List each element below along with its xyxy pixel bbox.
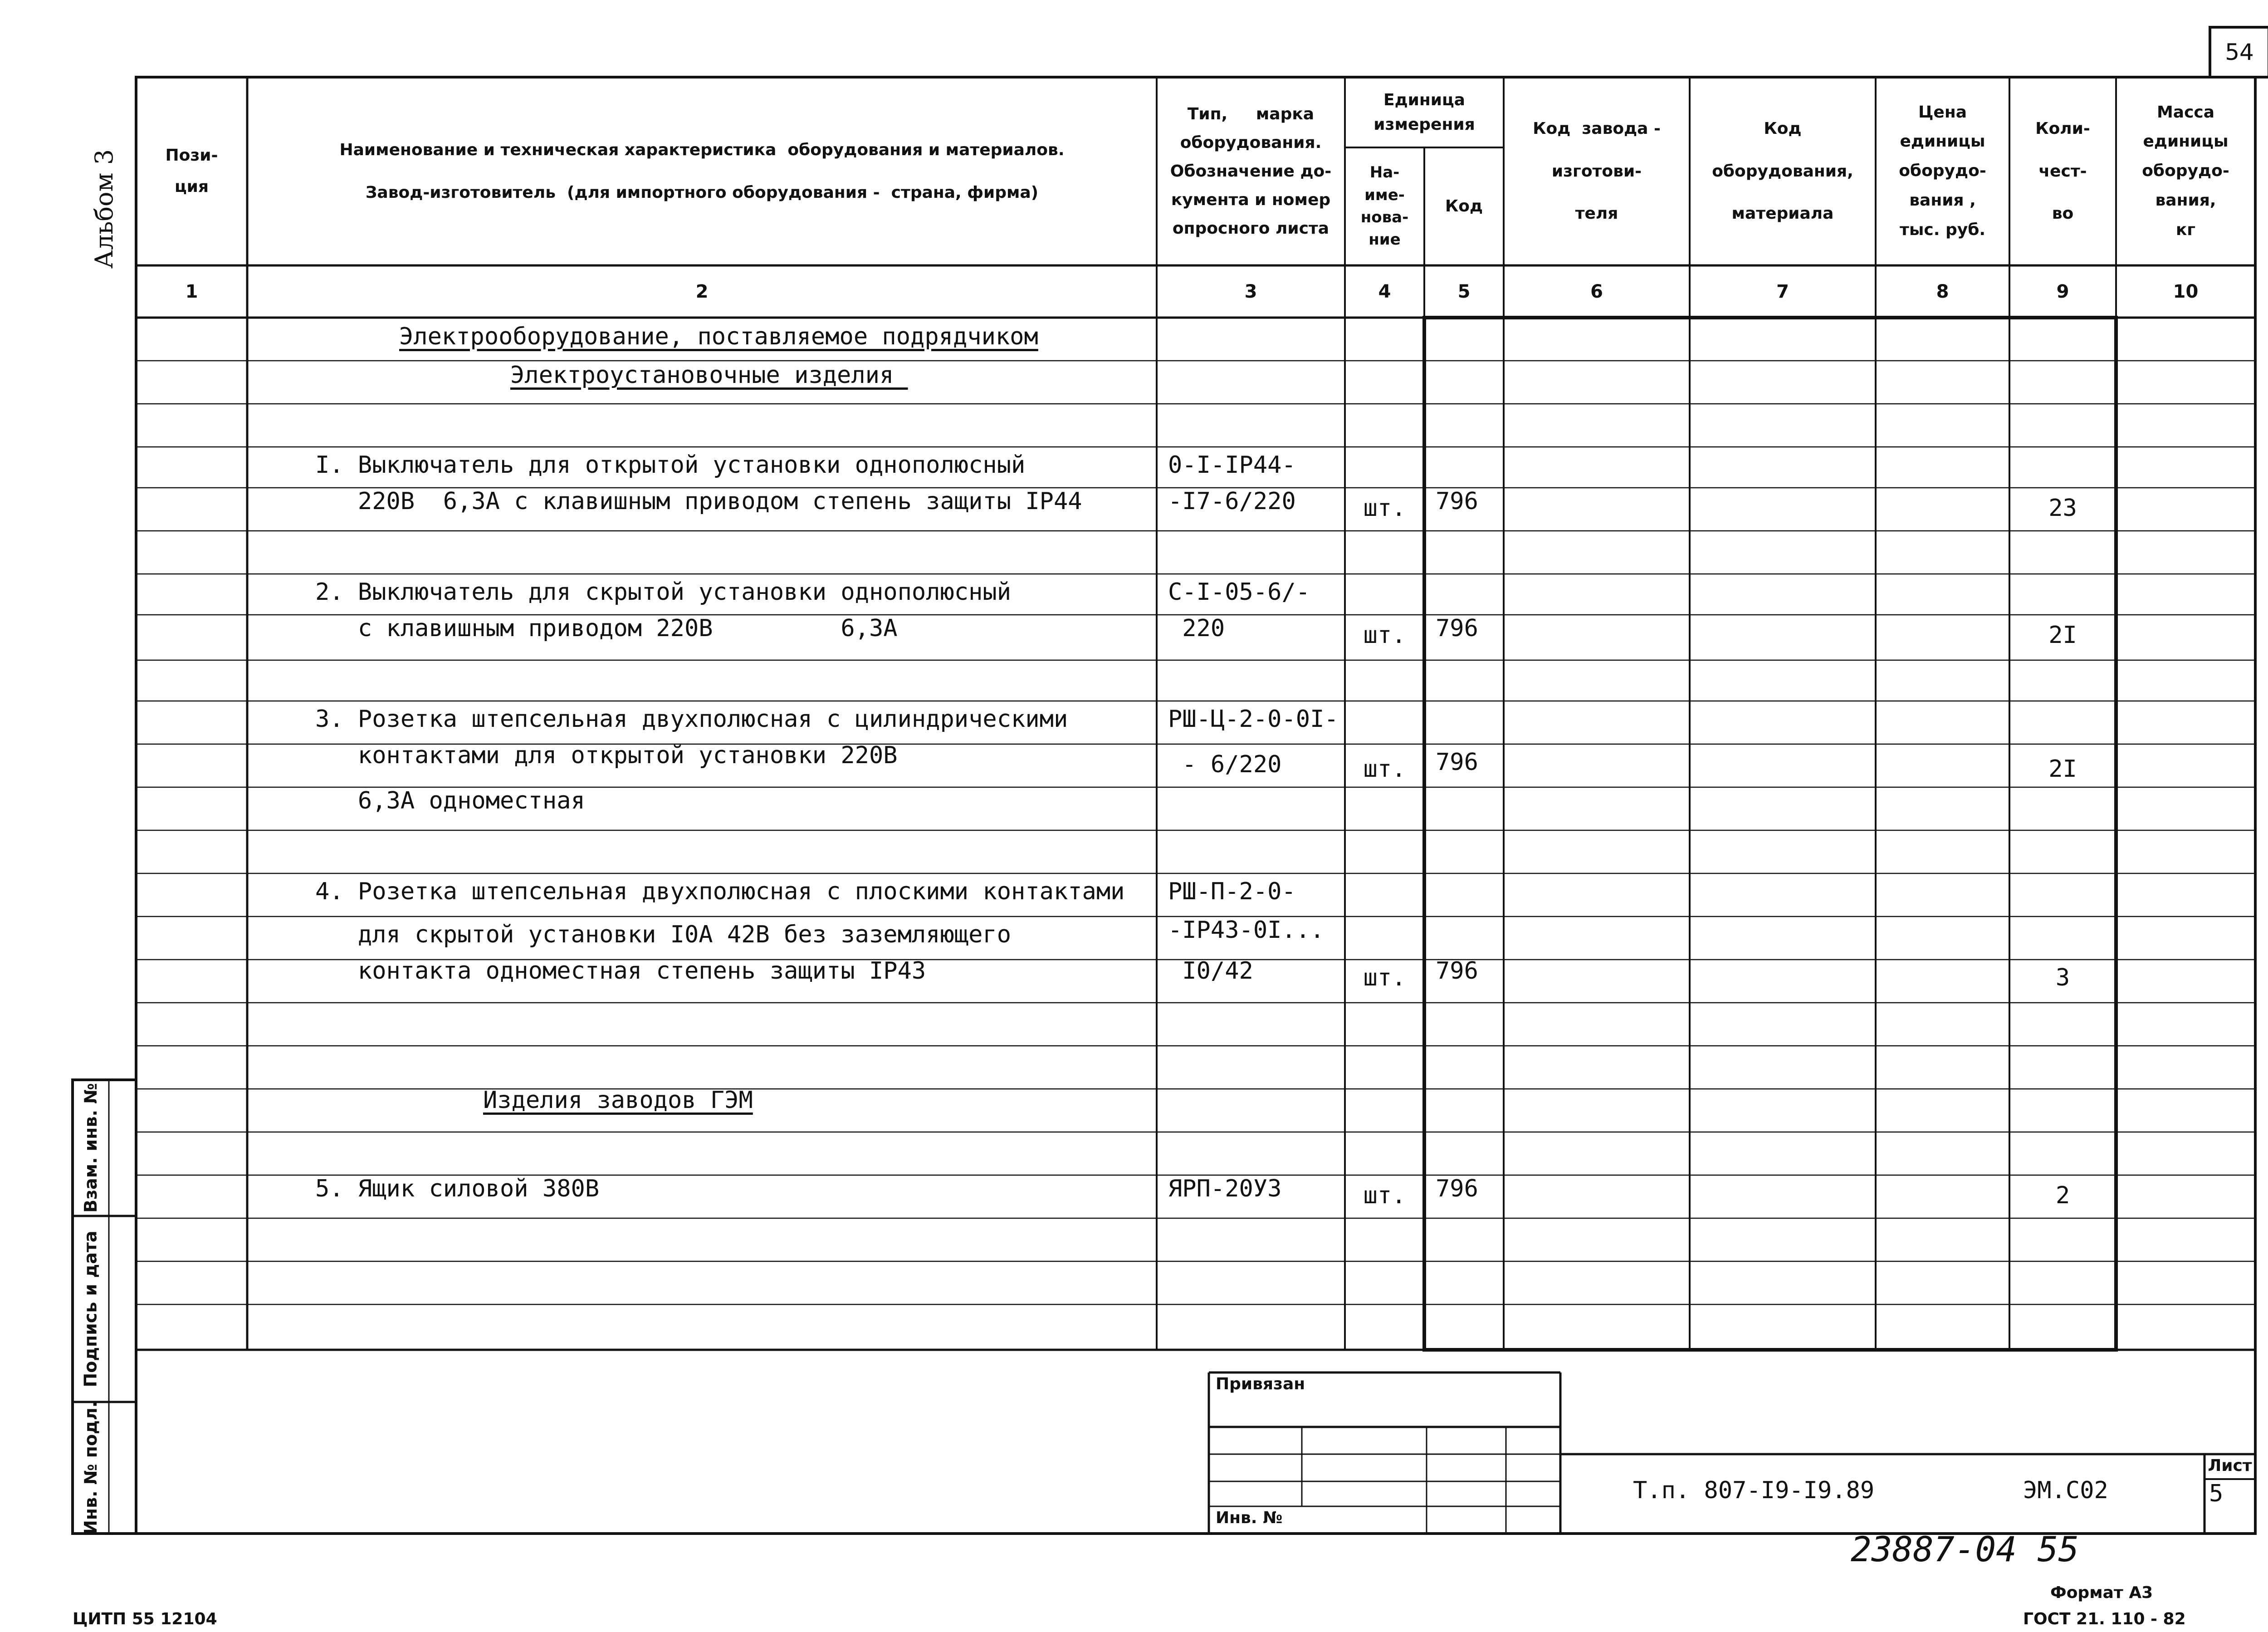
item-line: для скрытой установки I0А 42В без заземляющего — [315, 921, 1012, 948]
sheet-number: 5 — [2209, 1480, 2224, 1507]
item-quantity: 23 — [2048, 495, 2077, 522]
item-code: 796 — [1436, 957, 1478, 985]
item-unit: шт. — [1363, 622, 1406, 649]
header-unit-name: На- име- нова- ние — [1360, 163, 1409, 249]
item-line: контактами для открытой установки 220В — [315, 742, 898, 769]
side-label-inv: Инв. № подл. — [81, 1401, 101, 1535]
side-label-wrap — [73, 1080, 109, 1216]
item-line: 3. Розетка штепсельная двухполюсная с цилиндрическими — [315, 706, 1068, 733]
item-code: 796 — [1436, 749, 1478, 776]
col-number: 2 — [695, 281, 709, 302]
header-mass: Масса единицы оборудо- вания, кг — [2142, 103, 2229, 239]
item-type: 0-I-IP44- — [1168, 451, 1296, 479]
item-line: 2. Выключатель для скрытой установки однополюсный — [315, 578, 1012, 606]
side-label-vzam: Взам. инв. № — [81, 1083, 101, 1213]
item-unit: шт. — [1363, 495, 1406, 522]
item-type: -IP43-0I... — [1168, 916, 1325, 944]
doc-mark: ЭМ.С02 — [2023, 1477, 2108, 1504]
footer-left: ЦИТП 55 12104 — [73, 1610, 217, 1628]
item-quantity: 3 — [2055, 964, 2070, 991]
item-type: - 6/220 — [1168, 751, 1282, 778]
item-line: с клавишным приводом 220В 6,3А — [315, 615, 898, 642]
side-label-wrap — [73, 1216, 109, 1402]
footer-right: ГОСТ 21. 110 - 82 — [2023, 1610, 2186, 1628]
col-number: 4 — [1378, 281, 1391, 302]
section-title-gem: Изделия заводов ГЭМ — [483, 1087, 753, 1114]
item-code: 796 — [1436, 615, 1478, 642]
stamp-privyazan: Привязан — [1216, 1375, 1305, 1393]
item-type: РШ-Ц-2-0-0I- — [1168, 706, 1339, 733]
col-number: 5 — [1457, 281, 1471, 302]
item-quantity: 2 — [2055, 1182, 2070, 1209]
header-type: Тип, марка оборудования. Обозначение до- кумента и номер опросного листа — [1170, 105, 1332, 238]
side-label-signature: Подпись и дата — [81, 1230, 101, 1387]
header-unit-group: Единица измерения — [1374, 90, 1475, 134]
sheet-label: Лист — [2208, 1456, 2252, 1475]
section-title-installation: Электроустановочные изделия — [510, 362, 908, 389]
item-line: I. Выключатель для открытой установки однополюсный — [315, 451, 1026, 479]
item-type: ЯРП-20УЗ — [1168, 1175, 1282, 1202]
item-type: 220 — [1168, 615, 1225, 642]
item-line: 6,3А одноместная — [315, 787, 585, 814]
item-type: С-I-05-6/- — [1168, 578, 1310, 606]
item-line: контакта одноместная степень защиты IP43 — [315, 957, 926, 985]
doc-code: Т.п. 807-I9-I9.89 — [1633, 1477, 1875, 1504]
col-number: 10 — [2173, 281, 2199, 302]
header-name: Наименование и техническая характеристика оборудования и материалов. Завод-изготовитель (для импортного оборудования - страна, фирма) — [339, 140, 1065, 202]
header-position: Пози- ция — [165, 146, 218, 196]
item-unit: шт. — [1363, 1182, 1406, 1209]
item-line: 5. Ящик силовой 380В — [315, 1175, 600, 1202]
item-type: РШ-П-2-0- — [1168, 878, 1296, 905]
header-quantity: Коли- чест- во — [2035, 119, 2090, 223]
header-unit-code: Код — [1445, 196, 1483, 216]
page-number: 54 — [2225, 39, 2254, 65]
col-number: 7 — [1776, 281, 1789, 302]
album-label: Альбом 3 — [90, 149, 119, 269]
item-code: 796 — [1436, 488, 1478, 515]
item-line: 220В 6,3А с клавишным приводом степень защиты IP44 — [315, 488, 1082, 515]
item-quantity: 2I — [2048, 622, 2077, 649]
item-unit: шт. — [1363, 964, 1406, 991]
header-price: Цена единицы оборудо- вания , тыс. руб. — [1899, 103, 1986, 239]
col-number: 3 — [1244, 281, 1257, 302]
item-code: 796 — [1436, 1175, 1478, 1202]
section-title-main: Электрооборудование, поставляемое подрядчиком — [399, 323, 1038, 350]
item-line: 4. Розетка штепсельная двухполюсная с плоскими контактами — [315, 878, 1125, 905]
item-unit: шт. — [1363, 755, 1406, 783]
col-number: 1 — [185, 281, 198, 302]
header-equipment-code: Код оборудования, материала — [1712, 119, 1853, 223]
header-factory-code: Код завода - изготови- теля — [1533, 119, 1661, 223]
item-type: -I7-6/220 — [1168, 488, 1296, 515]
col-number: 9 — [2056, 281, 2069, 302]
format-label: Формат А3 — [2050, 1583, 2153, 1602]
handwritten-number: 23887-04 55 — [1851, 1529, 2079, 1569]
item-quantity: 2I — [2048, 755, 2077, 783]
col-number: 8 — [1936, 281, 1949, 302]
stamp-inv-no: Инв. № — [1216, 1509, 1283, 1527]
col-number: 6 — [1590, 281, 1603, 302]
side-label-wrap — [73, 1402, 109, 1534]
item-type: I0/42 — [1168, 957, 1253, 985]
